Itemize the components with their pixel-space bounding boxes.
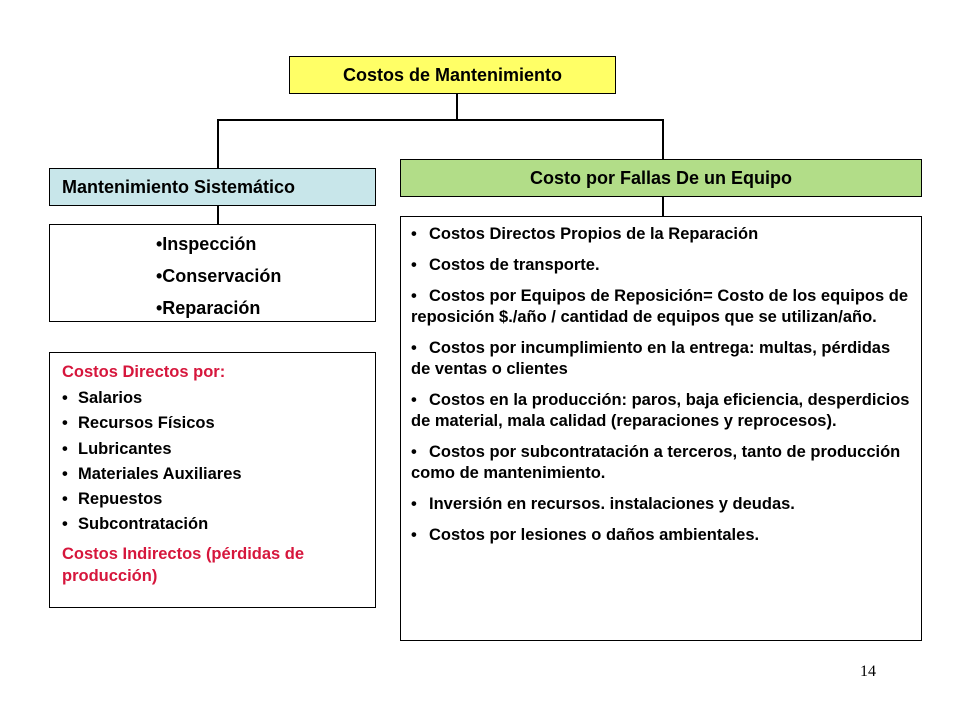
connector-sistematico-activities [217, 206, 219, 224]
bullet-icon: • [62, 439, 68, 458]
direct-costs-heading: Costos Directos por: [62, 363, 226, 381]
bullet-icon: • [62, 464, 68, 483]
bullet-icon: • [411, 287, 417, 305]
connector-horizontal [217, 119, 664, 121]
list-item-label: Costos por incumplimiento en la entrega: multas, pérdidas de ventas o clientes [411, 339, 891, 378]
activity-item: •Reparación [156, 298, 261, 318]
bullet-icon: • [62, 490, 68, 509]
bullet-icon: • [411, 339, 417, 357]
connector-fallas-list [662, 197, 664, 216]
list-item [411, 286, 911, 328]
bullet-icon: • [411, 526, 417, 544]
bullet-icon: • [411, 225, 417, 243]
bullet-icon: • [62, 389, 68, 407]
list-item [62, 487, 363, 512]
list-item-label: Costos por Equipos de Reposición= Costo de los equipos de reposición $./año / cantidad de equipos que se utilizan/año. [411, 287, 909, 326]
connector-to-sistematico [217, 119, 219, 168]
list-item-label: Repuestos [78, 490, 163, 509]
list-item-label: Costos en la producción: paros, baja eficiencia, desperdicios de material, mala calidad (reparaciones y reprocesos). [411, 391, 910, 430]
bullet-icon: • [411, 443, 417, 461]
list-item-label: Costos por lesiones o daños ambientales. [429, 526, 760, 544]
node-fallas-label: Costo por Fallas De un Equipo [529, 167, 792, 188]
bullet-icon: • [411, 256, 417, 274]
list-item [411, 525, 911, 546]
root-node-costos-mantenimiento [289, 56, 616, 94]
direct-costs-list [62, 386, 363, 538]
list-item-label: Salarios [78, 389, 143, 407]
connector-root-down [456, 94, 458, 120]
list-item-label: Materiales Auxiliares [78, 464, 242, 483]
activity-item: •Conservación [156, 266, 282, 286]
node-mantenimiento-sistematico [49, 168, 376, 206]
list-item [411, 255, 911, 276]
list-item [62, 512, 363, 537]
indirect-costs-label: Costos Indirectos (pérdidas de producción) [62, 544, 305, 585]
failure-costs-box [400, 216, 922, 641]
page-number: 14 [860, 663, 876, 680]
list-item-label: Lubricantes [78, 439, 172, 458]
activities-box [49, 224, 376, 322]
bullet-icon: • [62, 414, 68, 433]
list-item [411, 442, 911, 484]
list-item [62, 462, 363, 487]
list-item [62, 437, 363, 462]
list-item [62, 411, 363, 436]
root-node-label: Costos de Mantenimiento [342, 64, 562, 85]
list-item [411, 338, 911, 380]
list-item-label: Costos de transporte. [429, 256, 600, 274]
list-item [411, 390, 911, 432]
bullet-icon: • [411, 495, 417, 513]
list-item [411, 224, 911, 245]
list-item [62, 386, 363, 411]
node-sistematico-label: Mantenimiento Sistemático [62, 176, 296, 197]
list-item-label: Inversión en recursos. instalaciones y deudas. [429, 495, 795, 513]
bullet-icon: • [411, 391, 417, 409]
list-item-label: Costos por subcontratación a terceros, tanto de producción como de mantenimiento. [411, 443, 901, 482]
connector-to-fallas [662, 119, 664, 159]
bullet-icon: • [62, 515, 68, 534]
list-item [411, 494, 911, 515]
node-costo-por-fallas [400, 159, 922, 197]
list-item-label: Subcontratación [78, 515, 209, 534]
activity-item: •Inspección [156, 234, 257, 254]
direct-costs-box [49, 352, 376, 608]
list-item-label: Costos Directos Propios de la Reparación [429, 225, 759, 243]
list-item-label: Recursos Físicos [78, 414, 215, 433]
